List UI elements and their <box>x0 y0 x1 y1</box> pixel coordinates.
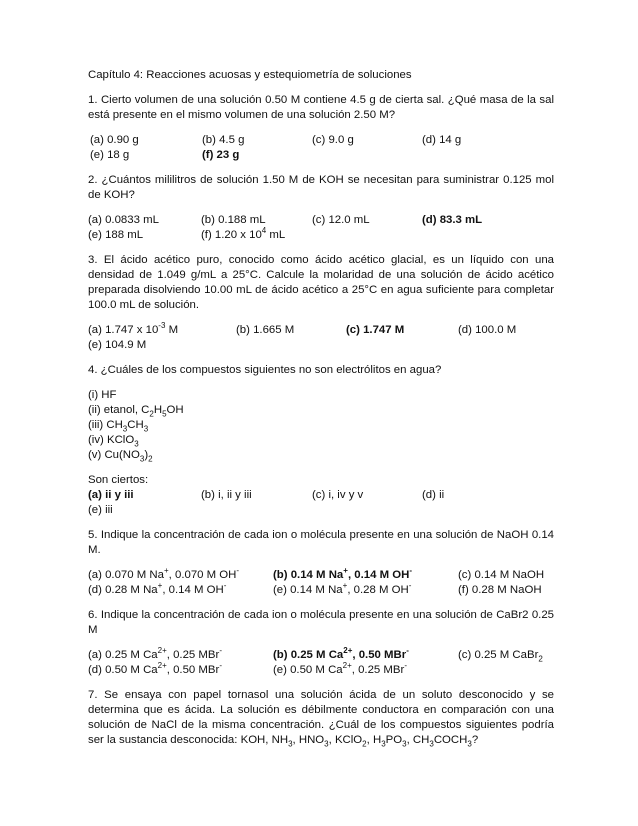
question-2-text: 2. ¿Cuántos mililitros de solución 1.50 M de KOH se necesitan para suministrar 0.125 mol de KOH? <box>88 174 554 201</box>
question-3-options-row-2 <box>88 338 554 353</box>
question-1-options-row-1 <box>88 133 554 148</box>
question-6-options-row-2 <box>88 663 554 678</box>
question-6-text: 6. Indique la concentración de cada ion o molécula presente en una solución de CaBr2 0.25 M <box>88 609 554 636</box>
question-4-text: 4. ¿Cuáles de los compuestos siguientes no son electrólitos en agua? <box>88 364 442 376</box>
option-b: (b) i, ii y iii <box>201 489 252 501</box>
option-a: (a) 0.0833 mL <box>88 214 159 226</box>
option-e: (e) 188 mL <box>88 229 144 241</box>
son-ciertos-label: Son ciertos: <box>88 474 149 486</box>
option-a: (a) 0.25 M $Ca^{2+}$, 0.25 MBr- <box>88 646 222 661</box>
option-e: (e) iii <box>88 504 113 516</box>
option-e: (e) 0.50 M $Ca^{2+}$, 0.25 MBr- <box>273 661 407 676</box>
question-1-text: 1. Cierto volumen de una solución 0.50 M contiene 4.5 g de cierta sal. ¿Qué masa de la sal está presente en el mismo volumen de una solución 2.50 M? <box>88 94 554 121</box>
question-4-options-row-1 <box>88 488 554 503</box>
option-f-answer: (f) 23 g <box>202 149 240 161</box>
option-b-answer: (b) 0.25 M $Ca^{2+}$, 0.50 MBr- <box>273 646 409 661</box>
option-c: (c) i, iv y v <box>312 489 364 501</box>
option-d: (d) 0.50 M $Ca^{2+}$, 0.50 MBr- <box>88 661 222 676</box>
option-f: (f) 0.28 M NaOH <box>458 584 542 596</box>
option-d: (d) 0.28 M Na+, 0.14 M OH- <box>88 581 227 596</box>
option-c: (c) 12.0 mL <box>312 214 370 226</box>
option-d-answer: (d) 83.3 mL <box>422 214 483 226</box>
compound-v: (v) $Cu(NO_3)_2$ <box>88 449 153 464</box>
option-d: (d) 100.0 M <box>458 324 517 336</box>
option-c: (c) 9.0 g <box>312 134 354 146</box>
question-4-options-row-2 <box>88 503 554 518</box>
question-4-compound-list <box>88 388 554 463</box>
option-d: (d) 14 g <box>422 134 462 146</box>
question-2-options-row-1 <box>88 213 554 228</box>
compound-iv: (iv) KClO$_3$ <box>88 434 139 449</box>
chapter-title: Capítulo 4: Reacciones acuosas y estequiometría de soluciones <box>88 69 412 81</box>
option-b: (b) 4.5 g <box>202 134 245 146</box>
option-c: (c) 0.14 M NaOH <box>458 569 545 581</box>
option-e: (e) 0.14 M Na+, 0.28 M OH- <box>273 581 412 596</box>
question-3-text: 3. El ácido acético puro, conocido como ácido acético glacial, es un líquido con una densidad de 1.049 g/mL a 25°C. Calcule la molaridad de una solución de ácido acético preparada disolviendo 10.00 mL de ácido acético a 25°C en agua suficiente para completar 100.0 mL de solución. <box>88 254 554 311</box>
option-c-answer: (c) 1.747 M <box>346 324 405 336</box>
question-5-options-row-2 <box>88 583 554 598</box>
question-3-options-row-1 <box>88 323 554 338</box>
option-a-answer: (a) ii y iii <box>88 489 134 501</box>
question-5-text: 5. Indique la concentración de cada ion o molécula presente en una solución de NaOH 0.14 M. <box>88 529 554 556</box>
option-a: (a) 0.90 g <box>90 134 139 146</box>
option-f: (f) 1.20 x $10^4$ mL <box>201 226 286 241</box>
document-page <box>88 68 554 748</box>
compound-iii: (iii) $CH_3CH_3$ <box>88 419 149 434</box>
question-7-text: 7. Se ensaya con papel tornasol una solución ácida de un soluto desconocido y se determina que es ácida. La solución es débilmente conductora en comparación con una solución de NaCl de la misma concentración. ¿Cuál de los compuestos siguientes podría ser la sustancia desconocida: KOH, $NH_3$, $HNO_3$, KClO$_2$, $H_3PO_3$, $CH_3COCH_3$? <box>88 689 554 749</box>
compound-i: (i) HF <box>88 389 117 401</box>
option-e: (e) 18 g <box>90 149 130 161</box>
option-a: (a) 1.747 x $10^{-3}$ M <box>88 321 179 336</box>
option-a: (a) 0.070 M Na+, 0.070 M OH- <box>88 566 240 581</box>
option-b: (b) 0.188 mL <box>201 214 266 226</box>
option-b: (b) 1.665 M <box>236 324 295 336</box>
question-1-options-row-2 <box>88 148 554 163</box>
option-d: (d) ii <box>422 489 445 501</box>
question-2-options-row-2 <box>88 228 554 243</box>
compound-ii: (ii) etanol, $C_2H_5OH$ <box>88 404 184 419</box>
option-c: (c) 0.25 M CaBr$_2$ <box>458 649 543 664</box>
option-b-answer: (b) 0.14 M Na+, 0.14 M OH- <box>273 566 413 581</box>
option-e: (e) 104.9 M <box>88 339 147 351</box>
